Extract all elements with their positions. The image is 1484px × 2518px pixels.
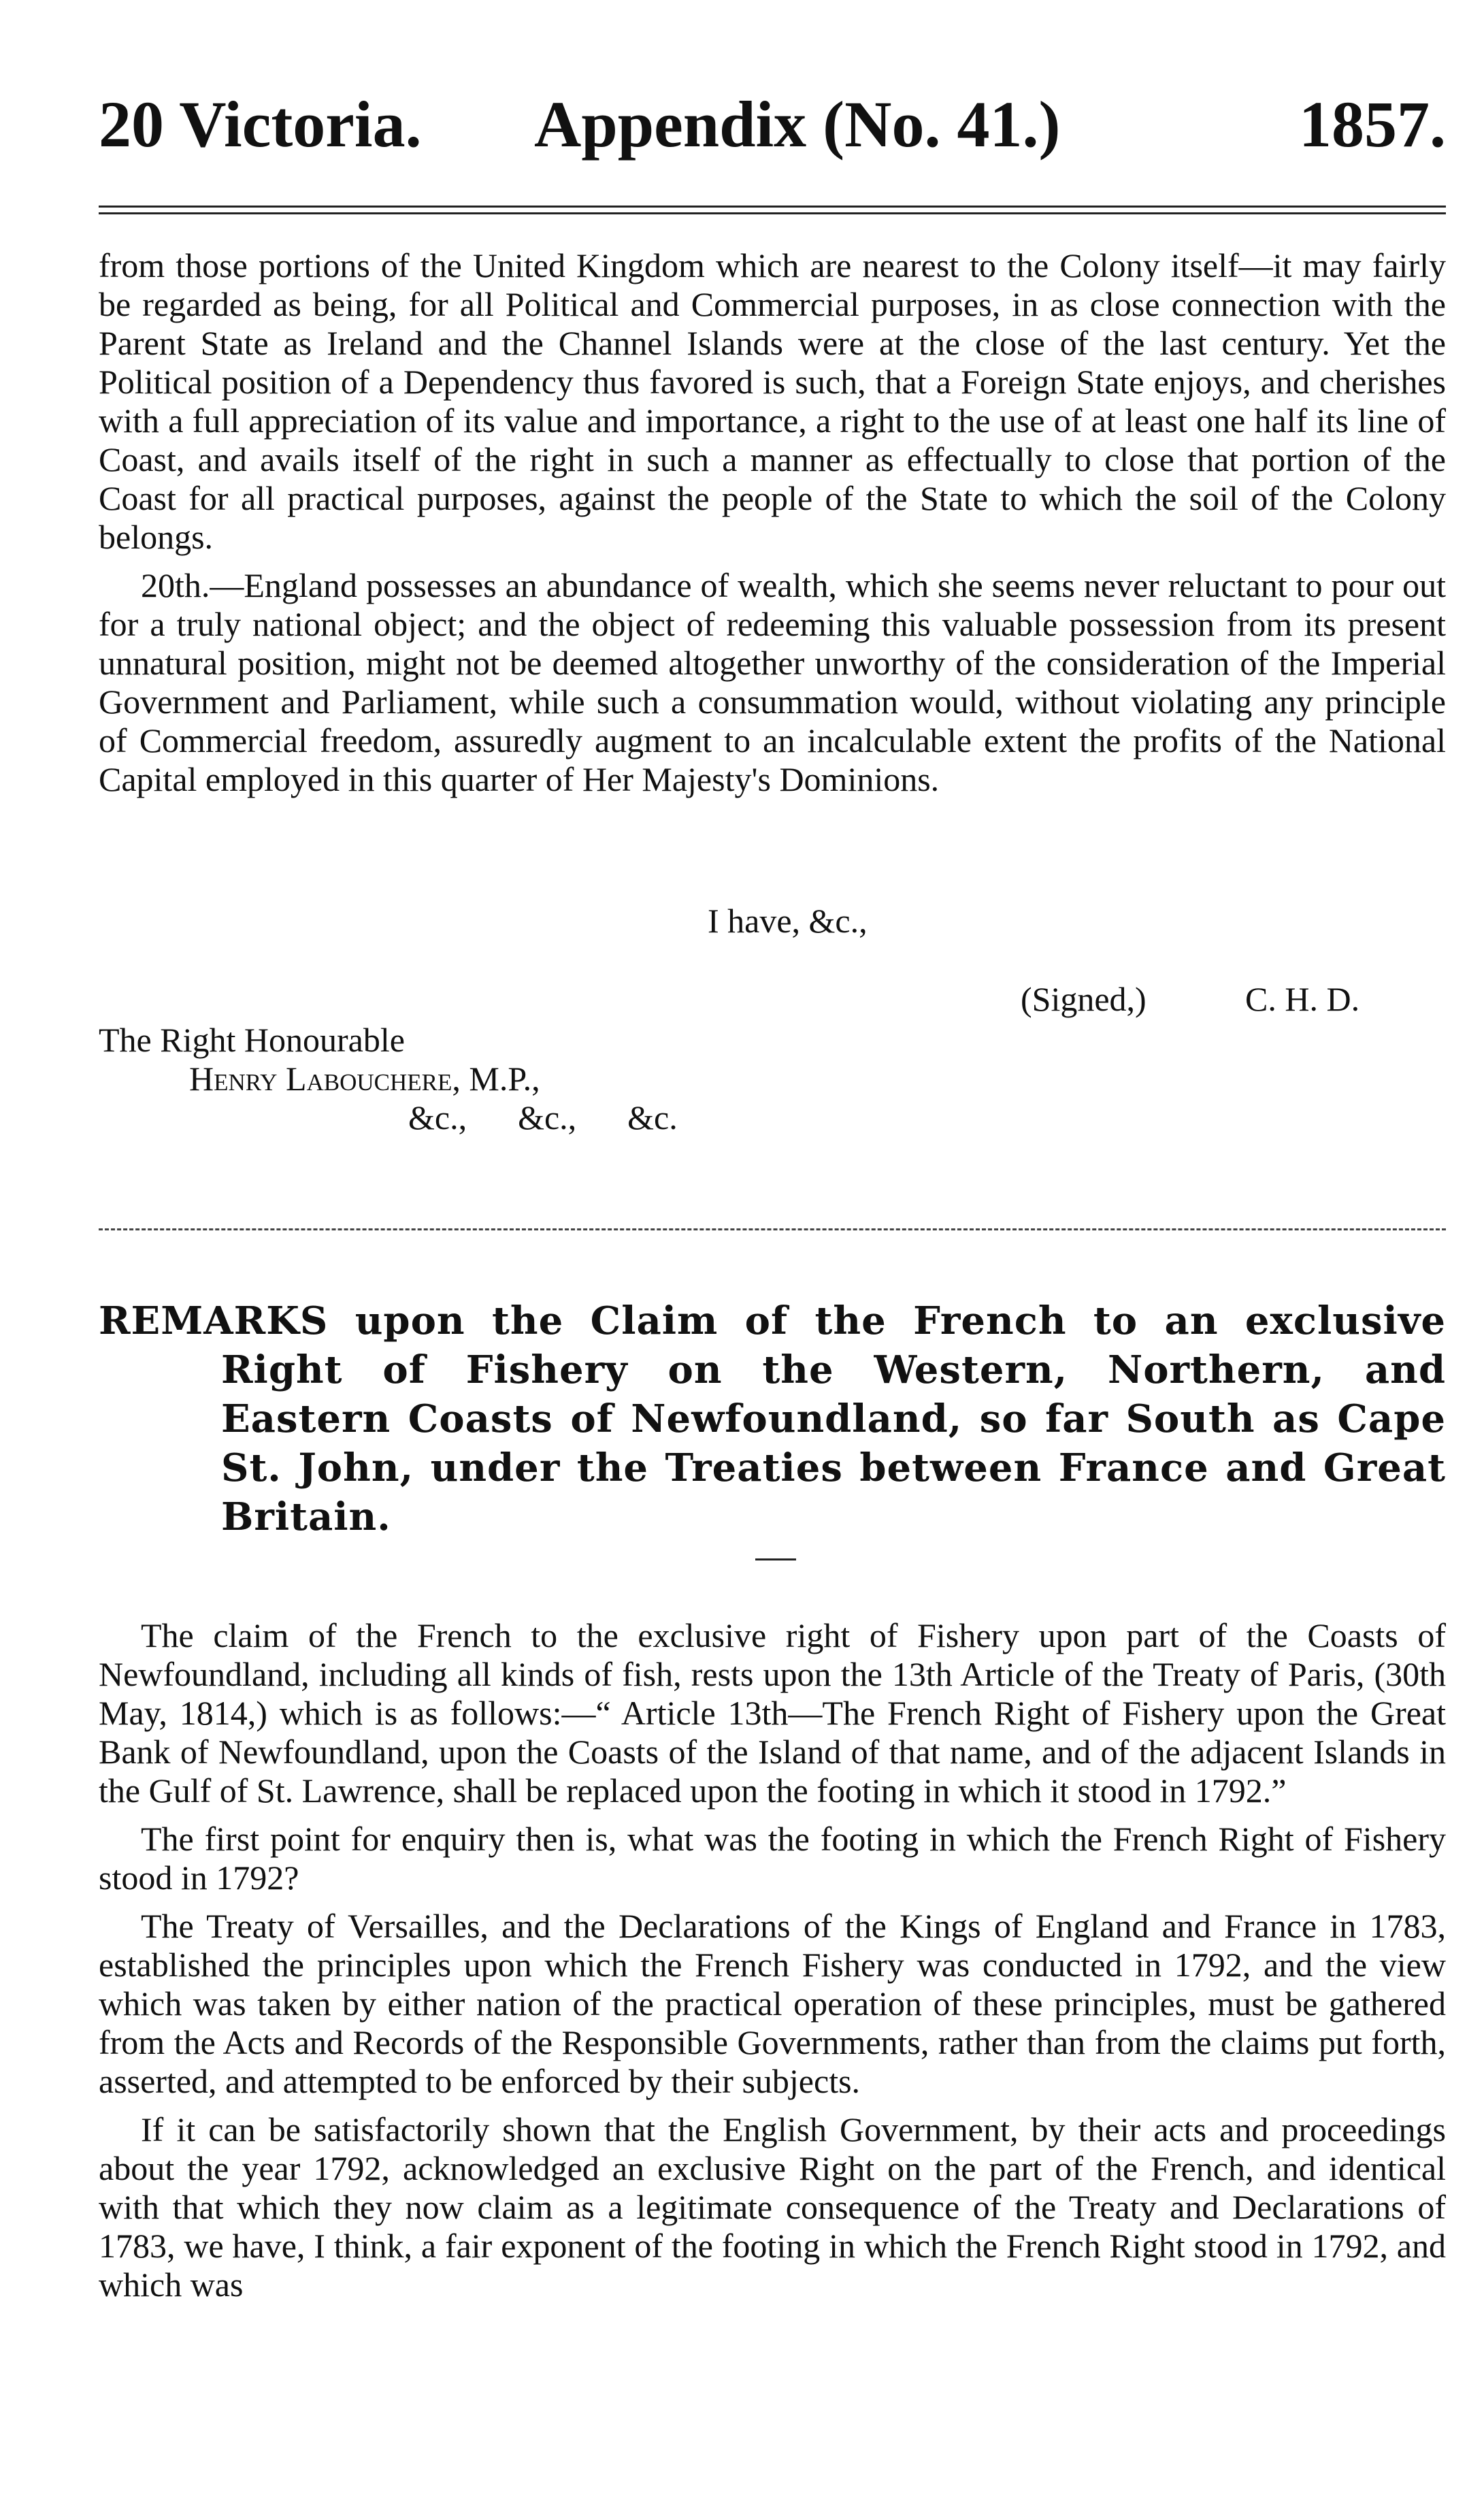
remarks-paragraph-1: The claim of the French to the exclusive right of Fishery upon part of the Coasts of Newfoundland, including all kinds of fish, rests upon the 13th Article of the Treaty of Paris, (30th May, 1814,) which is as follows:—“ Article 13th—The French Right of Fishery upon the Great Bank of Newfoundland, upon the Coasts of the Island of that name, and of the adjacent Islands in the Gulf of St. Lawrence, shall be replaced upon the footing in which it stood in 1792.” bbox=[99, 1616, 1446, 1810]
letter-closing: I have, &c., bbox=[708, 902, 868, 940]
section-divider bbox=[99, 1228, 1446, 1230]
addressee-title: The Right Honourable bbox=[99, 1021, 405, 1059]
letter-paragraph-continuation: from those portions of the United Kingdom which are nearest to the Colony itself—it may fairly be regarded as being, for all Political and Commercial purposes, in as close connection with the Parent State as Ireland and the Channel Islands were at the close of the last century. Yet the Political position of a Dependency thus favored is such, that a Foreign State enjoys, and cherishes with a full appreciation of its value and importance, a right to the use of at least one half its line of Coast, and avails itself of the right in such a manner as effectually to close that portion of the Coast for all practical purposes, against the people of the State to which the soil of the Colony belongs. bbox=[99, 246, 1446, 556]
header-regnal-year: 20 Victoria. bbox=[99, 88, 422, 161]
remarks-body bbox=[99, 1616, 1446, 2314]
remarks-heading: REMARKS upon the Claim of the French to an exclusive Right of Fishery on the Western, Northern, and Eastern Coasts of Newfoundland, so far South as Cape St. John, under the Treaties between France and Great Britain. bbox=[99, 1298, 1446, 1539]
header-rule-bottom bbox=[99, 212, 1446, 214]
letter-body bbox=[99, 246, 1446, 808]
signed-label: (Signed,) bbox=[1021, 980, 1147, 1018]
page-header bbox=[99, 80, 1446, 169]
heading-dash bbox=[755, 1558, 796, 1560]
header-appendix-title: Appendix (No. 41.) bbox=[534, 88, 1061, 161]
addressee-etc: &c., &c., &c. bbox=[408, 1098, 678, 1137]
header-rule-top bbox=[99, 206, 1446, 208]
remarks-paragraph-2: The first point for enquiry then is, what was the footing in which the French Right of Fishery stood in 1792? bbox=[99, 1820, 1446, 1897]
header-year: 1857. bbox=[1299, 88, 1446, 161]
remarks-paragraph-4: If it can be satisfactorily shown that the English Government, by their acts and proceedings about the year 1792, acknowledged an exclusive Right on the part of the French, and identical with that which they now claim as a legitimate consequence of the Treaty and Declarations of 1783, we have, I think, a fair exponent of the footing in which the French Right stood in 1792, and which was bbox=[99, 2110, 1446, 2304]
addressee-name: Henry Labouchere, M.P., bbox=[189, 1060, 540, 1098]
signature-initials: C. H. D. bbox=[1245, 980, 1360, 1018]
remarks-paragraph-3: The Treaty of Versailles, and the Declarations of the Kings of England and France in 1783, established the principles upon which the French Fishery was conducted in 1792, and the view which was taken by either nation of the practical operation of these principles, must be gathered from the Acts and Records of the Responsible Governments, rather than from the claims put forth, asserted, and attempted to be enforced by their subjects. bbox=[99, 1907, 1446, 2100]
letter-paragraph-20th: 20th.—England possesses an abundance of wealth, which she seems never reluctant to pour out for a truly national object; and the object of redeeming this valuable possession from its present unnatural position, might not be deemed altogether unworthy of the consideration of the Imperial Government and Parliament, while such a consummation would, without violating any principle of Commercial freedom, assuredly augment to an incalculable extent the profits of the National Capital employed in this quarter of Her Majesty's Dominions. bbox=[99, 566, 1446, 798]
